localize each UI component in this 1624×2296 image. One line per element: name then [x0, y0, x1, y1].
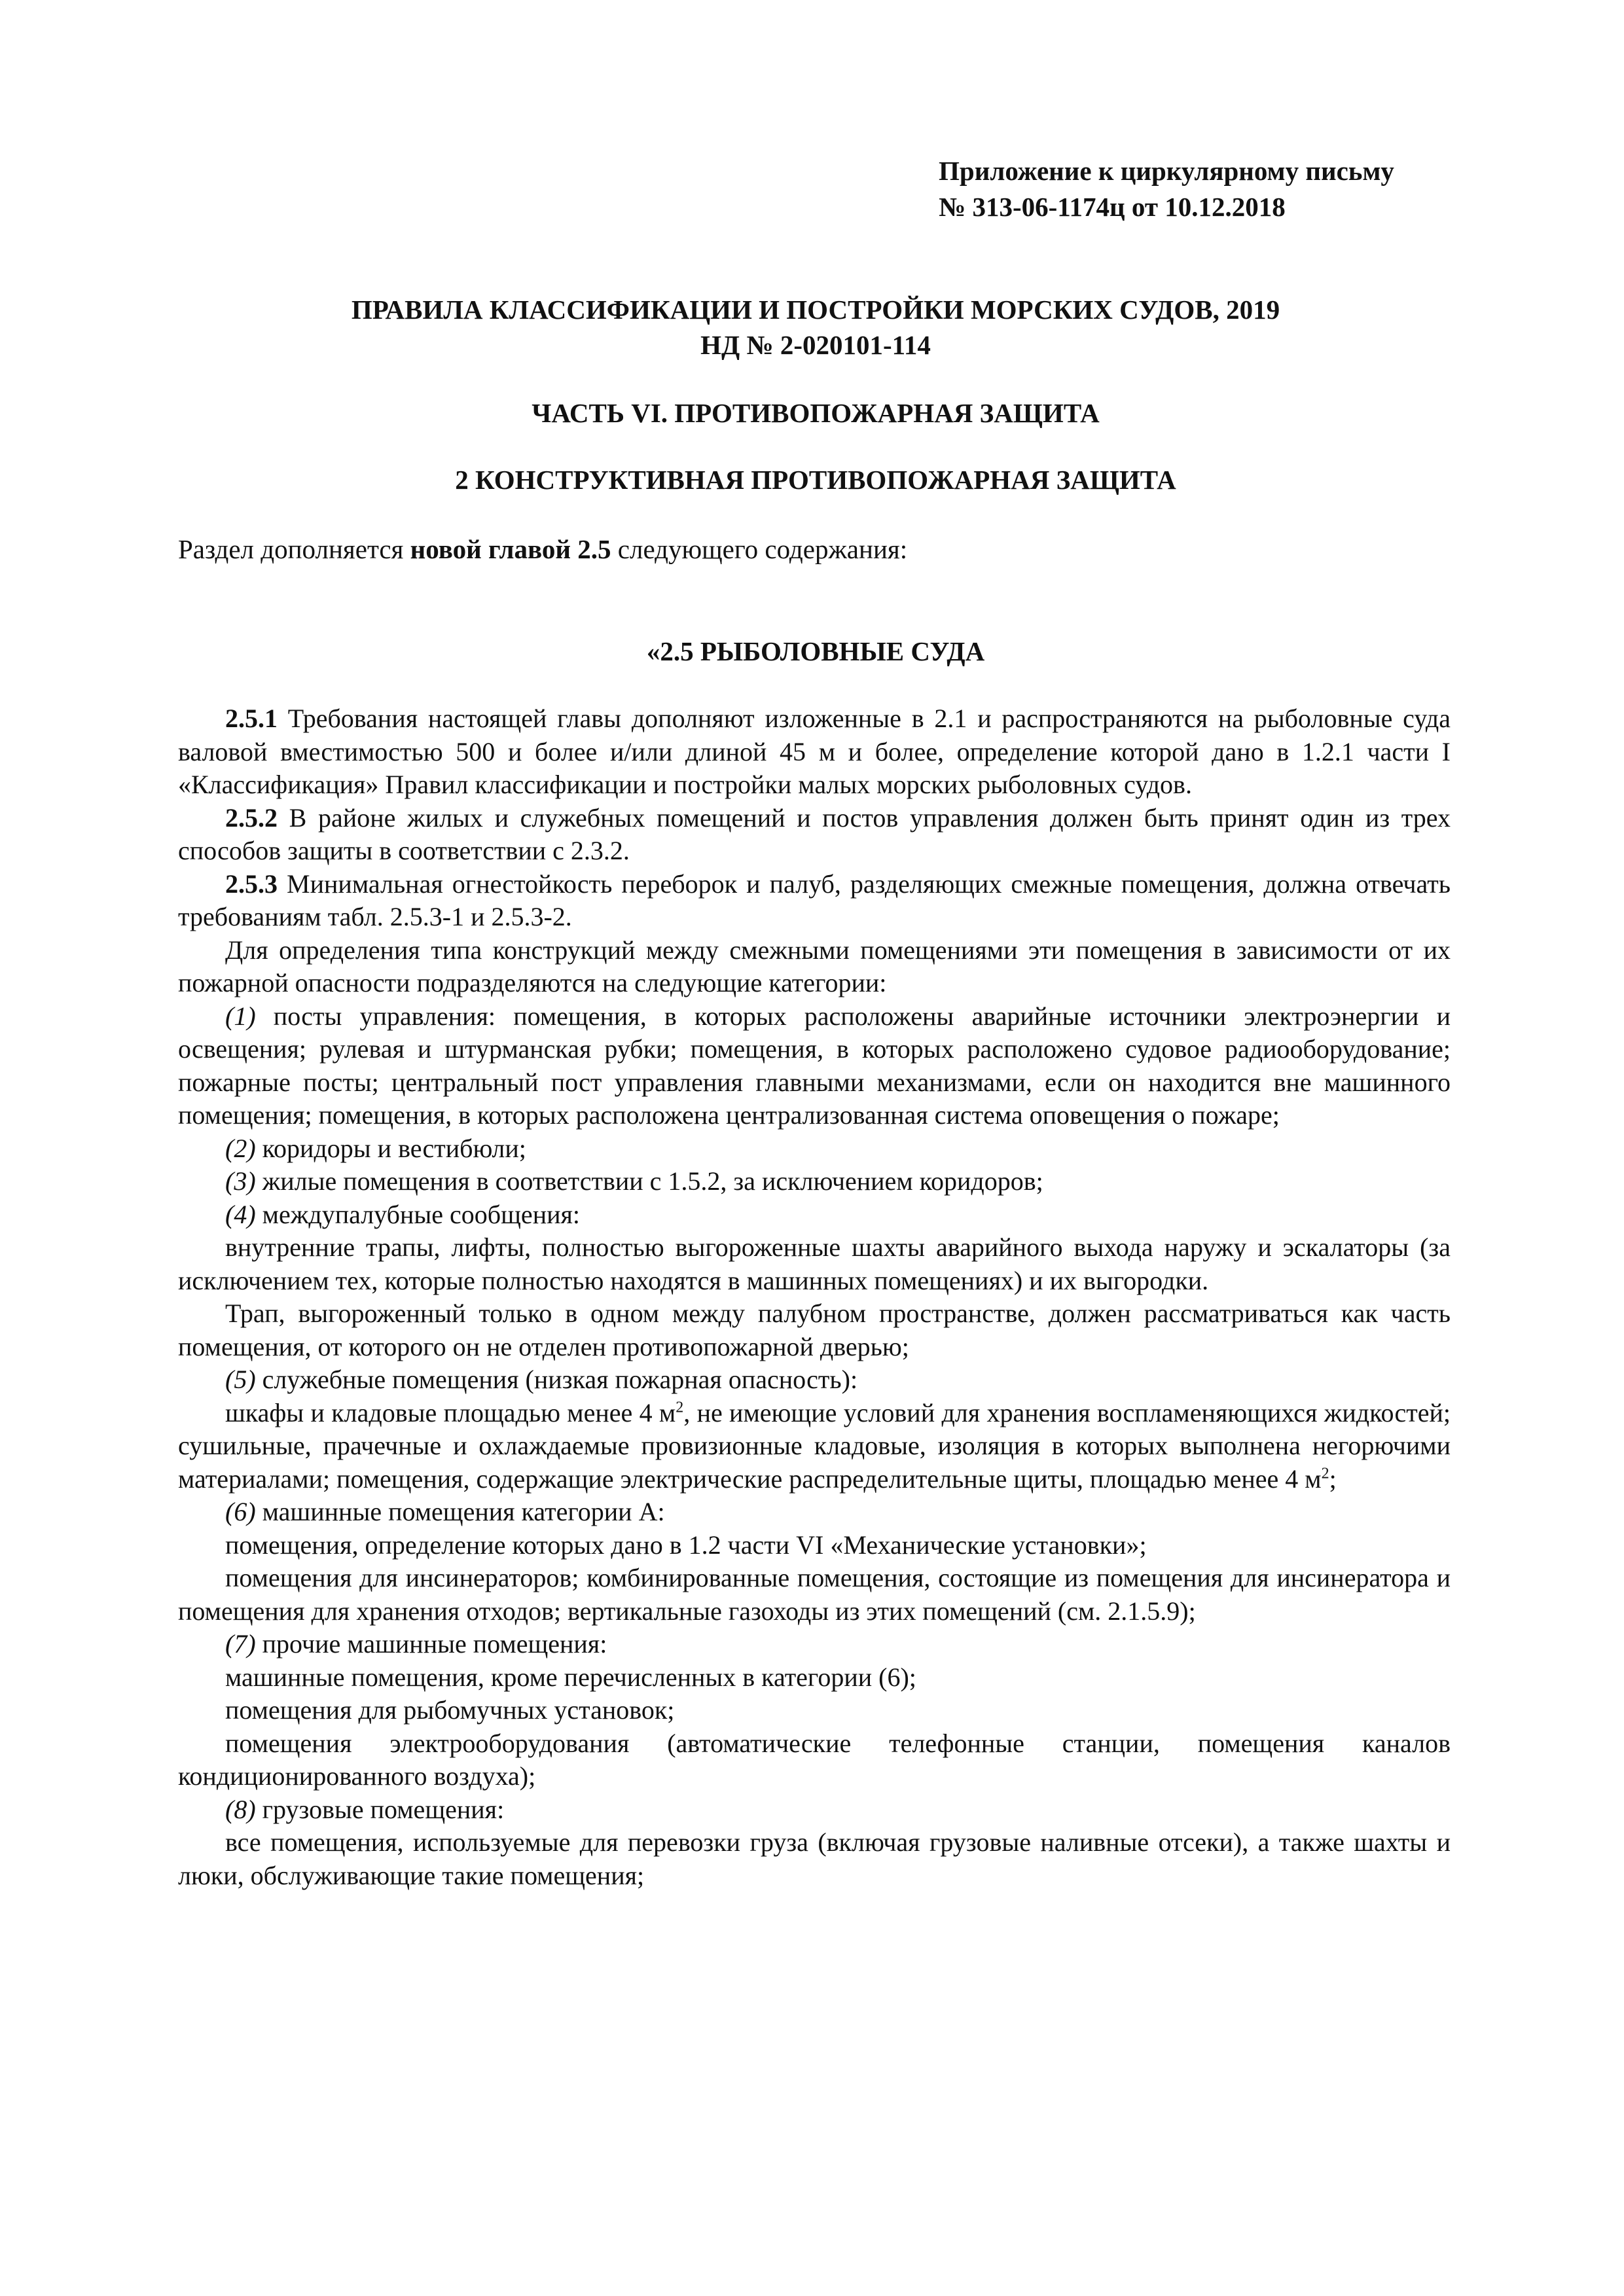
paragraph-2-5-2	[178, 802, 1451, 868]
paragraph-number: 2.5.1	[225, 704, 278, 733]
category-5-description	[178, 1397, 1451, 1496]
category-5-desc-a: шкафы и кладовые площадью менее 4 м	[225, 1397, 676, 1427]
section-title: «2.5 РЫБОЛОВНЫЕ СУДА	[646, 636, 985, 666]
part-title: ЧАСТЬ VI. ПРОТИВОПОЖАРНАЯ ЗАЩИТА	[532, 398, 1100, 428]
circular-letter-line1: Приложение к циркулярному письму	[939, 156, 1394, 186]
category-1	[178, 1000, 1451, 1132]
paragraph-number: 2.5.3	[225, 869, 278, 899]
circular-letter-line2: № 313-06-1174ц от 10.12.2018	[939, 192, 1286, 222]
paragraph-2-5-1	[178, 702, 1451, 802]
body-text	[178, 702, 1451, 1892]
category-5-desc-b: , не имеющие условий для хранения воспламеняющихся жидкостей; сушильные, прачечные и охлаждаемые провизионные кладовые, изоляция в которых выполнена негорючими материалами; помещения, содержащие электрические распределительные щиты, площадью менее 4 м	[178, 1397, 1451, 1494]
category-number: (8)	[225, 1794, 256, 1824]
category-5-desc-c: ;	[1329, 1463, 1337, 1494]
category-6-description-1: помещения, определение которых дано в 1.2 части VI «Механические установки»;	[225, 1530, 1147, 1560]
rules-title: ПРАВИЛА КЛАССИФИКАЦИИ И ПОСТРОЙКИ МОРСКИХ СУДОВ, 2019	[351, 295, 1280, 325]
category-number: (5)	[225, 1365, 256, 1394]
rules-code: НД № 2-020101-114	[700, 330, 931, 360]
category-text: жилые помещения в соответствии с 1.5.2, за исключением коридоров;	[255, 1166, 1043, 1196]
category-number: (6)	[225, 1497, 256, 1526]
circular-letter-note	[939, 153, 1394, 225]
paragraph-number: 2.5.2	[225, 802, 278, 833]
category-7-description-1: машинные помещения, кроме перечисленных в категории (6);	[225, 1662, 916, 1692]
rules-title-block	[181, 292, 1451, 363]
category-number: (3)	[225, 1166, 256, 1196]
intro-suffix: следующего содержания:	[611, 534, 908, 564]
paragraph-text: В районе жилых и служебных помещений и постов управления должен быть принят один из трех способов защиты в соответствии с 2.3.2.	[178, 802, 1451, 865]
category-text: посты управления: помещения, в которых расположены аварийные источники электроэнергии и освещения; рулевая и штурманская рубки; помещения, в которых расположено судовое радиооборудование; пожарные посты; центральный пост управления главными механизмами, если он находится вне машинного помещения; помещения, в которых расположена централизованная система оповещения о пожаре;	[178, 1001, 1451, 1130]
category-4-description: внутренние трапы, лифты, полностью выгороженные шахты аварийного выхода наружу и эскалаторы (за исключением тех, которые полностью находятся в машинных помещениях) и их выгородки.	[178, 1232, 1451, 1295]
intro-bold: новой главой 2.5	[410, 534, 611, 564]
category-text: служебные помещения (низкая пожарная опасность):	[255, 1365, 858, 1394]
categories-intro: Для определения типа конструкций между смежными помещениями эти помещения в зависимости от их пожарной опасности подразделяются на следующие категории:	[178, 935, 1451, 997]
category-7-description-2: помещения для рыбомучных установок;	[225, 1695, 675, 1725]
category-text: машинные помещения категории А:	[255, 1497, 665, 1526]
square-superscript: 2	[1321, 1465, 1329, 1482]
category-text: грузовые помещения:	[255, 1794, 505, 1824]
category-2	[178, 1132, 1451, 1166]
paragraph-text: Требования настоящей главы дополняют изложенные в 2.1 и распространяются на рыболовные суда валовой вместимостью 500 и более и/или длиной 45 м и более, определение которой дано в 1.2.1 части I «Классификация» Правил классификации и постройки малых морских рыболовных судов.	[178, 704, 1451, 799]
category-number: (2)	[225, 1133, 256, 1163]
category-7	[178, 1628, 1451, 1661]
category-text: прочие машинные помещения:	[255, 1629, 607, 1659]
category-3	[178, 1165, 1451, 1198]
category-number: (7)	[225, 1629, 256, 1659]
square-superscript: 2	[676, 1399, 684, 1416]
category-6-description-2: помещения для инсинераторов; комбинированные помещения, состоящие из помещения для инсинератора и помещения для хранения отходов; вертикальные газоходы из этих помещений (см. 2.1.5.9);	[178, 1563, 1451, 1626]
intro-paragraph	[178, 531, 907, 567]
chapter-title: 2 КОНСТРУКТИВНАЯ ПРОТИВОПОЖАРНАЯ ЗАЩИТА	[455, 465, 1176, 495]
category-6	[178, 1496, 1451, 1529]
category-7-description-3: помещения электрооборудования (автоматические телефонные станции, помещения каналов кондиционированного воздуха);	[178, 1728, 1451, 1791]
paragraph-2-5-3	[178, 868, 1451, 934]
paragraph-text: Минимальная огнестойкость переборок и палуб, разделяющих смежные помещения, должна отвечать требованиям табл. 2.5.3-1 и 2.5.3-2.	[178, 869, 1451, 931]
category-number: (1)	[225, 1001, 256, 1031]
category-text: коридоры и вестибюли;	[255, 1133, 526, 1163]
category-8-description: все помещения, используемые для перевозки груза (включая грузовые наливные отсеки), а также шахты и люки, обслуживающие такие помещения;	[178, 1827, 1451, 1890]
category-4-note: Трап, выгороженный только в одном между палубном пространстве, должен рассматриваться как часть помещения, от которого он не отделен противопожарной дверью;	[178, 1299, 1451, 1361]
intro-prefix: Раздел дополняется	[178, 534, 410, 564]
category-number: (4)	[225, 1199, 256, 1229]
category-5	[178, 1363, 1451, 1397]
category-text: междупалубные сообщения:	[255, 1199, 581, 1229]
category-8	[178, 1793, 1451, 1827]
category-4	[178, 1198, 1451, 1232]
